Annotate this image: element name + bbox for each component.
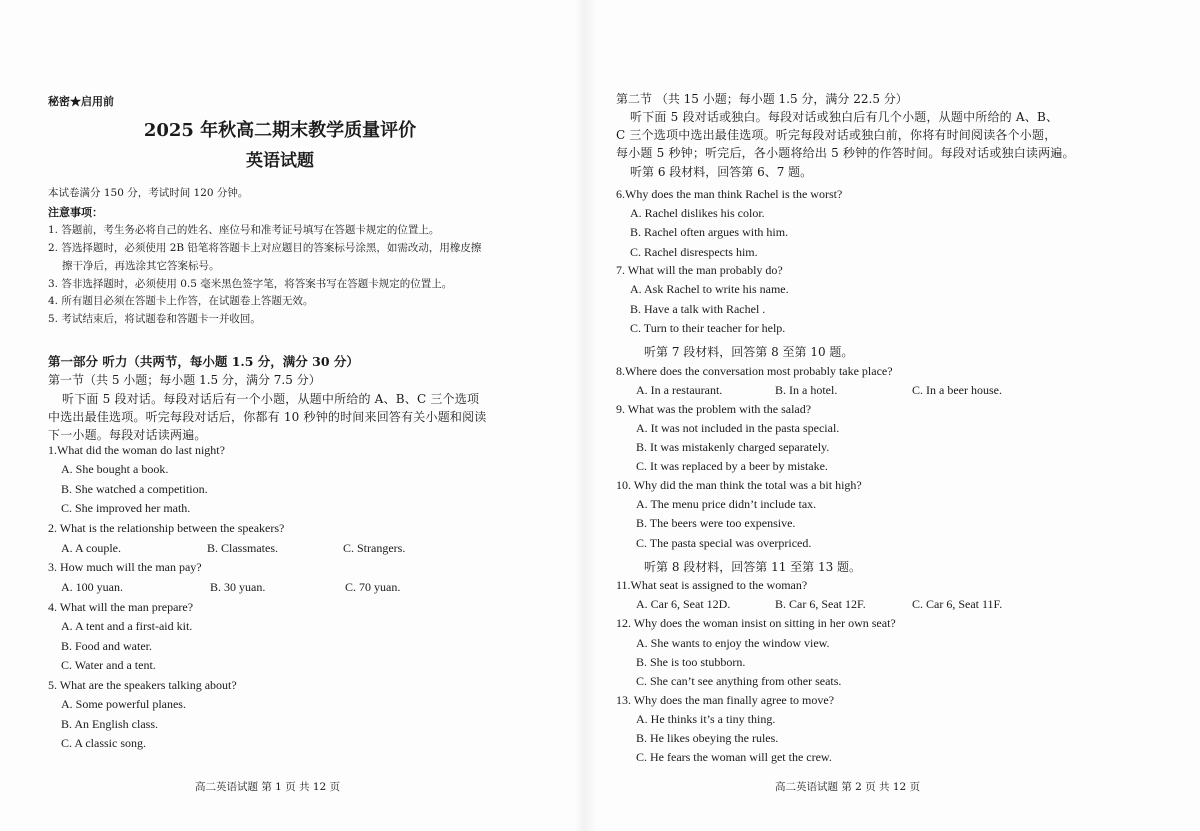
option-13a: A. He thinks it’s a tiny thing. xyxy=(636,712,776,726)
option-10c: C. The pasta special was overpriced. xyxy=(636,536,812,550)
option-12a: A. She wants to enjoy the window view. xyxy=(636,636,830,650)
option-11b: B. Car 6, Seat 12F. xyxy=(775,597,866,611)
material-6-heading: 听第 6 段材料，回答第 6、7 题。 xyxy=(630,165,813,179)
question-1: 1.What did the woman do last night? xyxy=(48,443,225,457)
page-1 xyxy=(0,0,560,831)
option-1a: A. She bought a book. xyxy=(61,462,169,476)
question-3: 3. How much will the man pay? xyxy=(48,560,202,574)
question-12: 12. Why does the woman insist on sitting in her own seat? xyxy=(616,616,896,630)
page-2 xyxy=(600,0,1200,831)
option-7b: B. Have a talk with Rachel . xyxy=(630,302,766,316)
exam-subtitle: 英语试题 xyxy=(246,151,314,171)
page-footer: 高二英语试题 第 1 页 共 12 页 xyxy=(195,781,341,793)
page-footer: 高二英语试题 第 2 页 共 12 页 xyxy=(775,781,921,793)
option-8c: C. In a beer house. xyxy=(912,383,1002,397)
notice-item: 4. 所有题目必须在答题卡上作答，在试题卷上答题无效。 xyxy=(48,295,314,307)
notice-title: 注意事项： xyxy=(48,206,103,219)
question-13: 13. Why does the man finally agree to move? xyxy=(616,693,835,707)
option-8b: B. In a hotel. xyxy=(775,383,838,397)
option-4b: B. Food and water. xyxy=(61,639,152,653)
option-13b: B. He likes obeying the rules. xyxy=(636,731,779,745)
page-spine xyxy=(575,0,597,831)
option-6c: C. Rachel disrespects him. xyxy=(630,245,758,259)
option-9c: C. It was replaced by a beer by mistake. xyxy=(636,459,828,473)
option-10a: A. The menu price didn’t include tax. xyxy=(636,497,817,511)
option-3c: C. 70 yuan. xyxy=(345,580,401,594)
option-9b: B. It was mistakenly charged separately. xyxy=(636,440,830,454)
option-4c: C. Water and a tent. xyxy=(61,658,156,672)
question-7: 7. What will the man probably do? xyxy=(616,263,783,277)
section-1-heading: 第一节（共 5 小题；每小题 1.5 分，满分 7.5 分） xyxy=(48,373,321,387)
notice-item: 1. 答题前，考生务必将自己的姓名、座位号和准考证号填写在答题卡规定的位置上。 xyxy=(48,224,440,236)
option-2c: C. Strangers. xyxy=(343,541,406,555)
material-8-heading: 听第 8 段材料，回答第 11 至第 13 题。 xyxy=(644,560,862,574)
exam-info: 本试卷满分 150 分，考试时间 120 分钟。 xyxy=(48,187,249,199)
question-10: 10. Why did the man think the total was a bit high? xyxy=(616,478,862,492)
part-1-heading: 第一部分 听力（共两节，每小题 1.5 分，满分 30 分） xyxy=(48,354,359,369)
option-5a: A. Some powerful planes. xyxy=(61,697,186,711)
notice-item: 擦干净后，再选涂其它答案标号。 xyxy=(62,260,220,272)
option-12c: C. She can’t see anything from other seats. xyxy=(636,674,842,688)
option-2b: B. Classmates. xyxy=(207,541,278,555)
material-7-heading: 听第 7 段材料，回答第 8 至第 10 题。 xyxy=(644,345,854,359)
instruction-line: 听下面 5 段对话。每段对话后有一个小题，从题中所给的 A、B、C 三个选项 xyxy=(62,392,480,406)
option-3b: B. 30 yuan. xyxy=(210,580,266,594)
option-5b: B. An English class. xyxy=(61,717,159,731)
option-10b: B. The beers were too expensive. xyxy=(636,516,796,530)
option-8a: A. In a restaurant. xyxy=(636,383,723,397)
exam-title: 2025 年秋高二期末教学质量评价 xyxy=(143,120,417,141)
option-4a: A. A tent and a first-aid kit. xyxy=(61,619,193,633)
option-11a: A. Car 6, Seat 12D. xyxy=(636,597,731,611)
option-7a: A. Ask Rachel to write his name. xyxy=(630,282,789,296)
confidential-label: 秘密★启用前 xyxy=(48,95,114,108)
instruction-line: 听下面 5 段对话或独白。每段对话或独白后有几个小题，从题中所给的 A、B、 xyxy=(630,110,1059,124)
notice-item: 2. 答选择题时，必须使用 2B 铅笔将答题卡上对应题目的答案标号涂黑，如需改动，用橡皮擦 xyxy=(48,242,482,254)
question-11: 11.What seat is assigned to the woman? xyxy=(616,578,808,592)
option-7c: C. Turn to their teacher for help. xyxy=(630,321,786,335)
section-2-heading: 第二节 （共 15 小题；每小题 1.5 分，满分 22.5 分） xyxy=(616,92,908,106)
question-9: 9. What was the problem with the salad? xyxy=(616,402,812,416)
question-8: 8.Where does the conversation most probably take place? xyxy=(616,364,893,378)
option-5c: C. A classic song. xyxy=(61,736,147,750)
instruction-line: C 三个选项中选出最佳选项。听完每段对话或独白前，你将有时间阅读各个小题， xyxy=(616,128,1057,142)
option-2a: A. A couple. xyxy=(61,541,121,555)
option-1b: B. She watched a competition. xyxy=(61,482,208,496)
option-11c: C. Car 6, Seat 11F. xyxy=(912,597,1003,611)
option-9a: A. It was not included in the pasta special. xyxy=(636,421,840,435)
option-3a: A. 100 yuan. xyxy=(61,580,123,594)
question-2: 2. What is the relationship between the speakers? xyxy=(48,521,285,535)
option-1c: C. She improved her math. xyxy=(61,501,191,515)
question-5: 5. What are the speakers talking about? xyxy=(48,678,237,692)
notice-item: 5. 考试结束后，将试题卷和答题卡一并收回。 xyxy=(48,313,261,325)
option-6a: A. Rachel dislikes his color. xyxy=(630,206,765,220)
option-12b: B. She is too stubborn. xyxy=(636,655,746,669)
question-4: 4. What will the man prepare? xyxy=(48,600,194,614)
option-6b: B. Rachel often argues with him. xyxy=(630,225,789,239)
instruction-line: 每小题 5 秒钟；听完后，各小题将给出 5 秒钟的作答时间。每段对话或独白读两遍。 xyxy=(616,146,1075,160)
question-6: 6.Why does the man think Rachel is the worst? xyxy=(616,187,843,201)
option-13c: C. He fears the woman will get the crew. xyxy=(636,750,832,764)
notice-item: 3. 答非选择题时，必须使用 0.5 毫米黑色签字笔，将答案书写在答题卡规定的位置上。 xyxy=(48,278,453,290)
instruction-line: 下一小题。每段对话读两遍。 xyxy=(48,428,207,442)
instruction-line: 中选出最佳选项。听完每段对话后，你都有 10 秒钟的时间来回答有关小题和阅读 xyxy=(48,410,487,424)
